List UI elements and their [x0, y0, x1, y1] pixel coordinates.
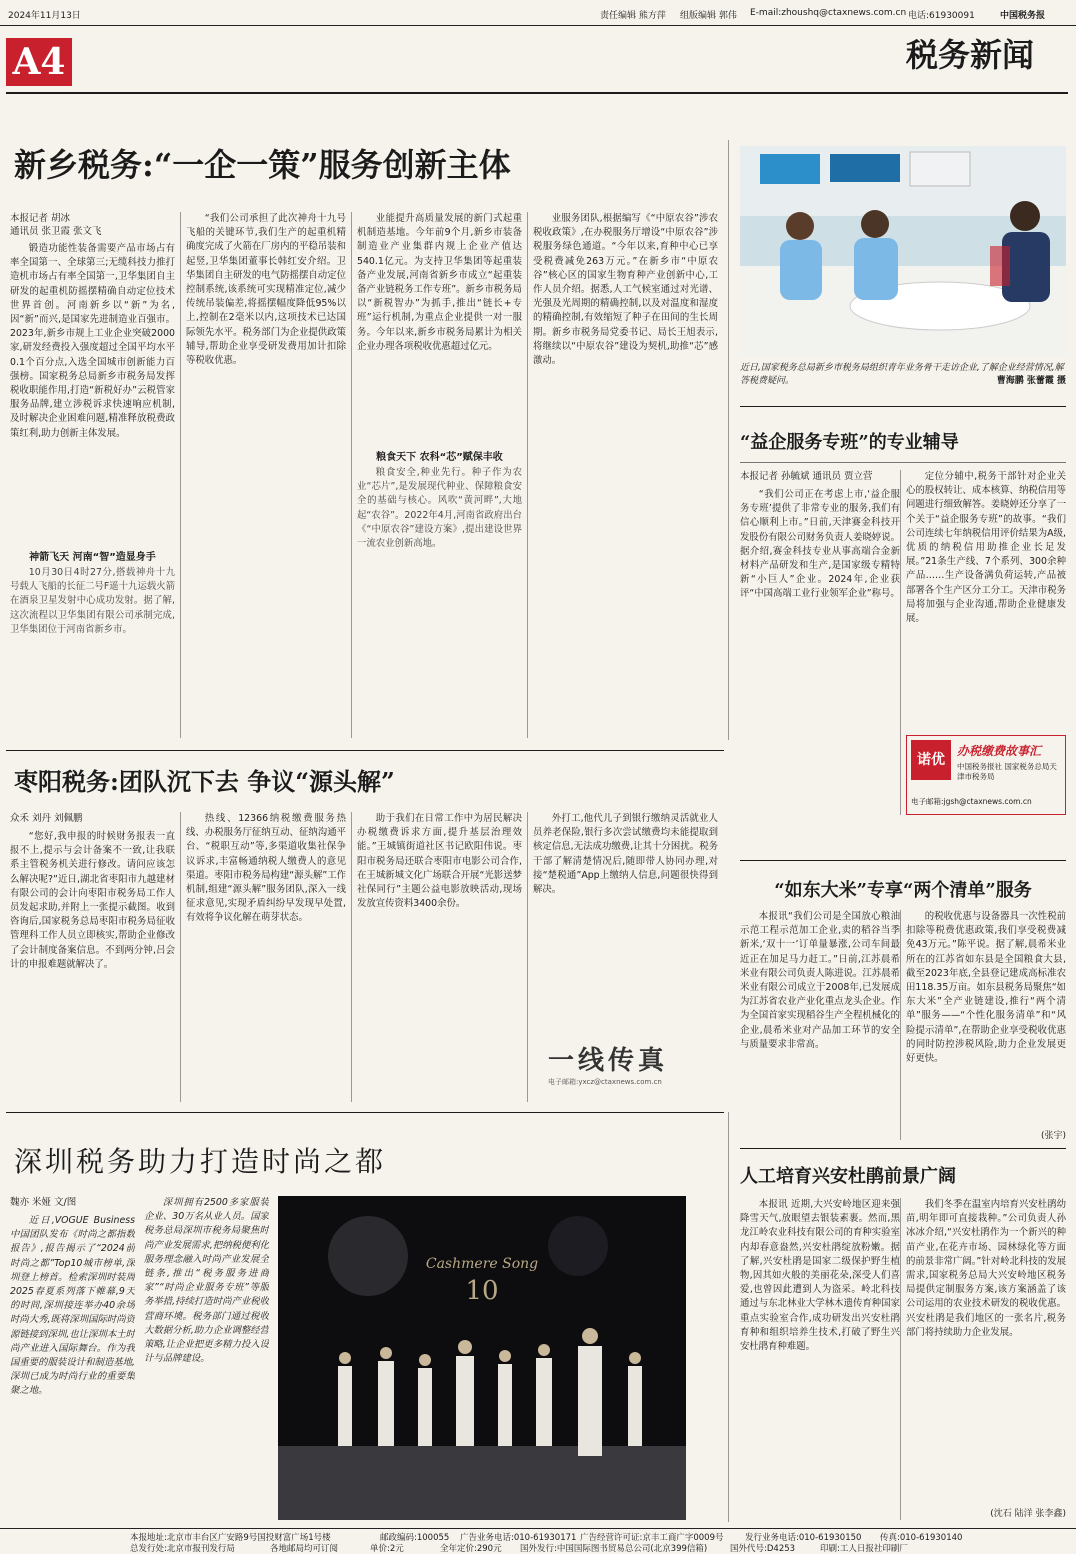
footer	[0, 1528, 1076, 1552]
box1-col2-text: 定位分辅中,税务干部针对企业关心的股权转让、成本核算、纳税信用等问题进行细致解答。姜晓婷还分享了一个关于“益企服务专班”的故事。“我们公司连续七年纳税信用评价结果为A级,优质的纳税信用助推企业长足发展。”21条生产线、7个系列、300余种产品……生产设备满负荷运转,产品被部署各个生产区分工分工。天津市税务局将加强与企业沟通,帮助企业健康发展。	[906, 471, 1066, 625]
fashion-show-photo	[278, 1196, 686, 1520]
column-email: 电子邮箱:jgsh@ctaxnews.com.cn	[911, 797, 1032, 806]
box1-col1-text: “我们公司正在考虑上市,‘益企服务专班’提供了非常专业的服务,我们有信心顺利上市。”日前,天津赛金科技开发股份有限公司财务负责人姜晓婷说。据介绍,赛金科技专业从事高端合金新材料产品研发和生产,是国家级专精特新“小巨人”企业。2024年,企业获评“中国高端工业行业领军企业”称号。	[740, 489, 900, 600]
photo1-caption	[740, 362, 1066, 402]
col-divider	[728, 1112, 729, 1522]
story1-byline	[10, 212, 130, 238]
story3-col2	[144, 1196, 269, 1520]
footer-dist-phone: 发行业务电话:010-61930150	[745, 1533, 862, 1543]
story3-headline: 深圳税务助力打造时尚之都	[14, 1145, 387, 1178]
story1-col1-text: 锻造功能性装备需要产品市场占有率全国第一、全球第三;无缆科技力推打造机市场占有率全国第一,卫华集团自主研发的起重机防摇摆精确自动定位技术世界首创。河南新乡以“新”为名,因“新”而兴,是国家先进制造业百强市。2023年,新乡市规上工业企业突破2000家,研发经费投入强度超过全国平均水平0.1个百分点,入选全国城市创新能力百强榜。国家税务总局新乡市税务局发挥税收职能作用,打造“新税好办”云税管家服务品牌,建立涉税诉求快速响应机制,及时解决企业困难问题,精准释放税费政策红利,助力创新主体发展。	[10, 243, 175, 439]
story2-col2	[186, 812, 346, 1102]
footer-agency: 总发行处:北京市报刊发行局	[130, 1544, 235, 1554]
box2-col2	[906, 910, 1066, 1128]
col-divider	[351, 212, 352, 738]
story3-col2-text: 深圳拥有2500多家服装企业、30万名从业人员。国家税务总局深圳市税务局聚焦时尚产业发展需求,把纳税便利化服务理念融入时尚产业发展全链条,推出“税务服务进商家”“时尚企业服务专班”等服务举措,持续打造时尚产业税收营商环境。税务部门通过税收大数据分析,助力企业调整经营策略,让企业把更多精力投入设计与品牌建设。	[144, 1197, 269, 1365]
section-title: 税务新闻	[905, 36, 1034, 74]
footer-fax: 传真:010-61930140	[880, 1533, 963, 1543]
story-collection-box	[906, 735, 1066, 815]
box2-author: (张宇)	[1040, 1131, 1066, 1141]
box3-col1	[740, 1198, 900, 1520]
col-divider	[900, 910, 901, 1140]
brand-name: Cashmere Song	[425, 1256, 539, 1272]
page-number-badge: A4	[6, 38, 72, 86]
story1-col4-text: 业服务团队,根据编写《“中原农谷”涉农税收政策》,在办税服务厅增设“中原农谷”涉税服务绿色通道。“今年以来,育种中心已享受税费减免263万元。”在新乡市“中原农谷”核心区的国家生物育种产业创新中心,工作人员介绍。据悉,人工气候室通过对光谱、光强及光周期的精确控制,以及对温度和湿度的精确控制,有效缩短了种子在田间的生长周期。新乡市税务局党委书记、局长王旭表示,将继续以“中原农谷”建设为契机,助推“芯”感激动。	[533, 213, 718, 367]
story1-subhead1: 神箭飞天 河南“智”造显身手	[29, 552, 156, 563]
story1-col4	[533, 212, 718, 738]
story1-col3-text: 业能提升高质量发展的新门式起重机制造基地。今年前9个月,新乡市装备制造业产业集群内规上企业产值达540.1亿元。为支持卫华集团等起重装备产业发展,河南省新乡市成立“起重装备产业链税务工作专班”。新乡市税务局以“新税智办”为抓手,推出“链长+专班”运行机制,为重点企业提供一对一服务。今年以来,新乡市税务局累计为相关企业办理各项税收优惠超过亿元。	[357, 213, 522, 352]
box3-col2	[906, 1198, 1066, 1498]
story3-col1	[10, 1214, 135, 1520]
frontline-stamp	[548, 1040, 718, 1090]
story3-byline: 魏亦 米娅 文/图	[10, 1197, 77, 1208]
footer-code: 国外代号:D4253	[730, 1544, 796, 1554]
story3-col1-text: 近日,VOGUE Business中国团队发布《时尚之都指数报告》,报告揭示了“2024前时尚之都”Top10城市榜单,深圳登上榜首。检索深圳时装周2025春夏系列落下帷幕,9天的时间,深圳接连举办40余场时尚大秀,既将深圳国际时尚资源链接到深圳,也让深圳本土时尚产业进入国际舞台。作为我国重要的服装设计和制造基地,深圳已成为时尚行业的重要集聚之地。	[10, 1215, 135, 1397]
col-divider	[180, 212, 181, 738]
col-divider	[900, 1198, 901, 1520]
paper-name: 中国税务报	[1000, 11, 1046, 21]
story1-col2	[186, 212, 346, 738]
box1-col2	[906, 470, 1066, 730]
story2-col1	[10, 830, 175, 1102]
story2-col4-text: 外打工,他代儿子到银行缴纳灵活就业人员养老保险,银行多次尝试缴费均未能提取到核定信息,无法成功缴费,让其十分困扰。税务干部了解清楚情况后,随即带人协同办理,对接“楚税通”App上缴纳人信息,问题很快得到解决。	[533, 813, 718, 896]
masthead-bar	[0, 0, 1076, 26]
anniversary-mark: 10	[465, 1276, 499, 1306]
footer-postcode: 邮政编码:100055	[380, 1533, 450, 1543]
header-rule	[6, 92, 1068, 94]
box2-col2-text: 的税收优惠与设备器具一次性税前扣除等税费优惠政策,我们享受税费减免43万元。”陈平说。据了解,晨希米业所在的江苏省如东县是全国粮食大县,截至2023年底,全县登记建成高标准农田118.35万亩。如东县税务局聚焦“如东大米”全产业链建设,推行“两个清单”服务——“个性化服务清单”和“风险提示清单”,在帮助企业享受税收优惠的同时防控涉税风险,助力企业发展更好更快。	[906, 911, 1066, 1065]
story2-col4	[533, 812, 718, 1032]
story2-col2-text: 热线、12366纳税缴费服务热线、办税服务厅征纳互动、征纳沟通平台、“税职互动”等,多渠道收集社保争议诉求,丰富畅通纳税人缴费人的意见渠道。枣阳市税务局构建“源头解”工作机制,组建“源头解”服务团队,深入一线征求意见,实现矛盾纠纷早发现早处置,有效将争议化解在萌芽状态。	[186, 813, 346, 924]
box2-rule	[740, 860, 1066, 861]
footer-subscribe: 各地邮局均可订阅	[270, 1544, 339, 1554]
story1-headline: 新乡税务:“一企一策”服务创新主体	[14, 146, 511, 184]
phone-credit: 电话:61930091	[908, 11, 975, 21]
frontline-stamp-email: 电子邮箱:yxcz@ctaxnews.com.cn	[548, 1078, 662, 1086]
editor-credit: 责任编辑 熊方萍	[600, 11, 666, 21]
footer-ad-phone: 广告业务电话:010-61930171	[460, 1533, 577, 1543]
col-divider	[180, 812, 181, 1102]
story1-col2-text: “我们公司承担了此次神舟十九号飞船的关键环节,我们生产的起重机精确度完成了火箭在厂房内的平稳吊装和起竖,卫华集团董事长韩红安介绍。卫华集团自主研发的电气防摇摆自动定位控制系统,该系统可实现精准定位,减少传统吊装偏差,将摇摆幅度降低95%以上,控制在2毫米以内,这项技术已达国际领先水平。税务部门为企业提供政策辅导,帮助企业享受研发费用加计扣除等税收优惠。	[186, 213, 346, 367]
fashion-show-illustration	[278, 1196, 686, 1520]
layout-credit: 组版编辑 郭伟	[680, 11, 737, 21]
story1-col1-cont: 10月30日4时27分,搭载神舟十九号载人飞船的长征二号F遥十九运载火箭在酒泉卫星发射中心成功发射。据了解,这次流程以卫华集团有限公司承制完成,卫华集团位于河南省新乡市。	[10, 567, 175, 635]
column-subtitle: 中国税务报社 国家税务总局天津市税务局	[957, 762, 1057, 781]
col-divider	[900, 470, 901, 815]
box3-col1-text: 本报讯 近期,大兴安岭地区迎来强降雪天气,放眼望去银装素裹。然而,黑龙江岭农业科技有限公司的育种实验室内却春意盎然,兴安杜鹃绽放粉嫩。据了解,兴安杜鹃是国家二级保护野生植物,因其如火般的美丽花朵,深受人们喜爱,也曾因此遭到人为盗采。岭北科技通过与东北林业大学林木遗传育种国家重点实验室合作,成功研发出兴安杜鹃育种和组织培养生技术,打破了野生兴安杜鹃育种难题。	[740, 1199, 900, 1353]
box3-author: (沈石 陆洋 张李鑫)	[990, 1509, 1066, 1519]
box-rule	[740, 406, 1066, 407]
box2-col1-text: 本报讯“我们公司是全国放心粮油示范工程示范加工企业,卖的稻谷当季新米,‘双十一’订单量暴涨,公司车间最近正在加足马力赶工。”日前,江苏晨希米业有限公司负责人陈进说。江苏晨希米业有限公司成立于2008年,已发展成为江苏省农业产业化重点龙头企业。作为全国首家实现稻谷生产全程机械化的企业,晨希米业对产品加工环节的安全与质量要求非常高。	[740, 911, 900, 1050]
story2-col1-text: “您好,我申报的时候财务报表一直报不上,提示与会计备案不一致,让我联系主管税务机关进行修改。请问应该怎么解决呢?”近日,湖北省枣阳市九越建材有限公司的会计向枣阳市税务局工作人员发起求助,并附上一张提示截图。收到咨询后,国家税务总局枣阳市税务局征收管理科工作人员立即核实,帮助企业修改了会计制度备案信息。不到两分钟,吕会计的申报难题就解决了。	[10, 831, 175, 970]
story2-byline: 众禾 刘丹 刘佩鹏	[10, 813, 83, 824]
frontline-stamp-title: 一线传真	[548, 1046, 669, 1076]
box1-title: “益企服务专班”的专业辅导	[740, 432, 959, 453]
photo1-credit: 曹海鹏 张蕾霞 摄	[996, 376, 1066, 386]
box2-title: “如东大米”专享“两个清单”服务	[774, 880, 1032, 901]
story2-headline: 枣阳税务:团队沉下去 争议“源头解”	[14, 767, 395, 796]
box3-title: 人工培育兴安杜鹃前景广阔	[740, 1166, 956, 1187]
box2-col1	[740, 910, 900, 1140]
col-divider	[527, 812, 528, 1102]
box1-rule	[740, 462, 1066, 463]
story1-correspondents: 通讯员 张卫霞 张文飞	[10, 226, 102, 237]
box1-col1	[740, 488, 900, 818]
footer-print: 印刷:工人日报社印刷厂	[820, 1544, 908, 1554]
story1-reporter: 本报记者 胡冰	[10, 213, 71, 224]
story3-rule	[6, 1112, 724, 1113]
story2-rule	[6, 750, 724, 751]
photo1-caption-text: 近日,国家税务总局新乡市税务局组织青年业务骨干走访企业,了解企业经营情况,解答税费疑问。	[740, 363, 1064, 386]
col-divider	[527, 212, 528, 738]
footer-ad-license: 广告经营许可证:京丰工商广字0009号	[580, 1533, 724, 1543]
footer-printer: 国外发行:中国国际图书贸易总公司(北京399信箱)	[520, 1544, 708, 1554]
story1-col3-cont: 粮食安全,种业先行。种子作为农业“芯片”,是发展现代种业、保障粮食安全的基础与核心。风吹“黄河畔”,大地起“农谷”。2022年4月,河南省政府出台《“中原农谷”建设方案》,提出建设世界一流农业创新高地。	[357, 467, 522, 550]
box3-col2-text: 我们冬季在温室内培育兴安杜鹃幼苗,明年即可直接栽种。”公司负责人孙冰冰介绍,“兴安杜鹃作为一个新兴的种苗产业,在花卉市场、园林绿化等方面的前景非常广阔。”针对岭北科技的发展需求,国家税务总局大兴安岭地区税务局提供定制服务方案,该方案涵盖了该公司运用的农业技术研发的税收优惠。兴安杜鹃是我们地区的一张名片,税务部门将持续助力企业发展。	[906, 1199, 1066, 1338]
col-divider	[728, 140, 729, 740]
email-credit: E-mail:zhoushq@ctaxnews.com.cn	[750, 8, 907, 18]
col-divider	[351, 812, 352, 1102]
story1-col1	[10, 242, 175, 542]
footer-price: 单价:2元	[370, 1544, 404, 1554]
service-photo	[740, 146, 1066, 356]
box1-byline: 本报记者 孙毓斌 通讯员 贾立营	[740, 471, 873, 482]
footer-address: 本报地址:北京市丰台区广安路9号国投财富广场1号楼	[130, 1533, 331, 1543]
story2-col3-text: 助于我们在日常工作中为居民解决办税缴费诉求方面,提升基层治理效能。”王城镇街道社区书记欧阳伟说。枣阳市税务局还联合枣阳市电影公司合作,在王城新城文化广场联合开展“光影送梦 社保同行”主题公益电影放映活动,现场发放宣传资料3400余份。	[357, 813, 522, 910]
footer-annual: 全年定价:290元	[440, 1544, 502, 1554]
issue-date: 2024年11月13日	[8, 11, 81, 21]
box3-rule	[740, 1148, 1066, 1149]
column-logo: 诺优	[911, 740, 951, 780]
column-title: 办税缴费故事汇	[957, 744, 1042, 758]
story2-col3	[357, 812, 522, 1102]
service-photo-illustration	[740, 146, 1066, 356]
story1-subhead2: 粮食天下 农科“芯”赋保丰收	[376, 452, 503, 463]
story1-col3	[357, 212, 522, 442]
